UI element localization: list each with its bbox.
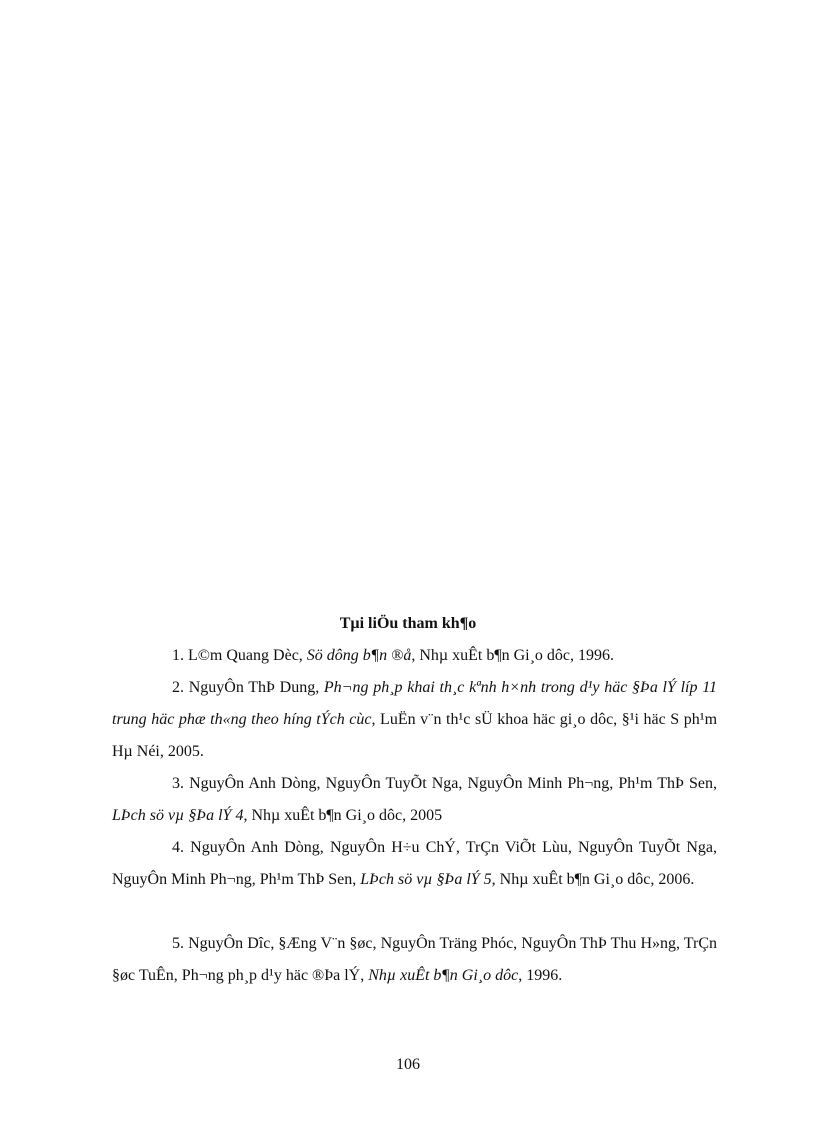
reference-text: 4. NguyÔn Anh Dòng, NguyÔn H÷u ChÝ, TrÇn ViÕt Lùu, NguyÔn TuyÕt Nga, NguyÔn Minh Ph¬ng, Ph¹m ThÞ Sen, <box>112 839 717 888</box>
reference-text: 2. NguyÔn ThÞ Dung, <box>172 679 324 696</box>
reference-text: 3. NguyÔn Anh Dòng, NguyÔn TuyÕt Nga, NguyÔn Minh Ph¬ng, Ph¹m ThÞ Sen, <box>172 775 717 792</box>
reference-text: 5. NguyÔn Dîc, §Æng V¨n §øc, NguyÔn Träng Phóc, NguyÔn ThÞ Thu H»ng, TrÇn §øc TuÊn, Ph¬ng ph¸p d¹y häc ®Þa lÝ, <box>112 935 717 984</box>
reference-title: LÞch sö vµ §Þa lÝ 4 <box>112 807 244 824</box>
reference-text: , 1996. <box>518 967 563 984</box>
reference-text: , LuËn v¨n th¹c sÜ khoa häc gi¸o dôc, §¹i häc S ph¹m Hµ Néi, 2005. <box>112 711 718 760</box>
reference-title: Sö dông b¶n ®å <box>306 647 412 664</box>
reference-text: , Nhµ xuÊt b¶n Gi¸o dôc, 2006. <box>491 871 695 888</box>
page-number: 106 <box>396 1056 420 1073</box>
reference-item-3 <box>112 768 717 832</box>
reference-text: , Nhµ xuÊt b¶n Gi¸o dôc, 2005 <box>243 807 443 824</box>
reference-item-5 <box>112 928 717 992</box>
reference-title: LÞch sö vµ §Þa lÝ 5 <box>360 871 492 888</box>
reference-item-4 <box>112 832 717 896</box>
reference-item-2 <box>112 672 717 768</box>
reference-title: Nhµ xuÊt b¶n Gi¸o dôc <box>368 967 519 984</box>
reference-title: Ph¬ng ph¸p khai th¸c kªnh h×nh trong d¹y häc §Þa lÝ líp 11 trung häc phæ th«ng theo híng tÝch cùc <box>112 679 718 728</box>
reference-item-1 <box>112 640 717 672</box>
reference-text: , Nhµ xuÊt b¶n Gi¸o dôc, 1996. <box>411 647 614 664</box>
references-heading: Tµi liÖu tham kh¶o <box>339 615 477 632</box>
reference-text: 1. L©m Quang Dèc, <box>172 647 307 664</box>
